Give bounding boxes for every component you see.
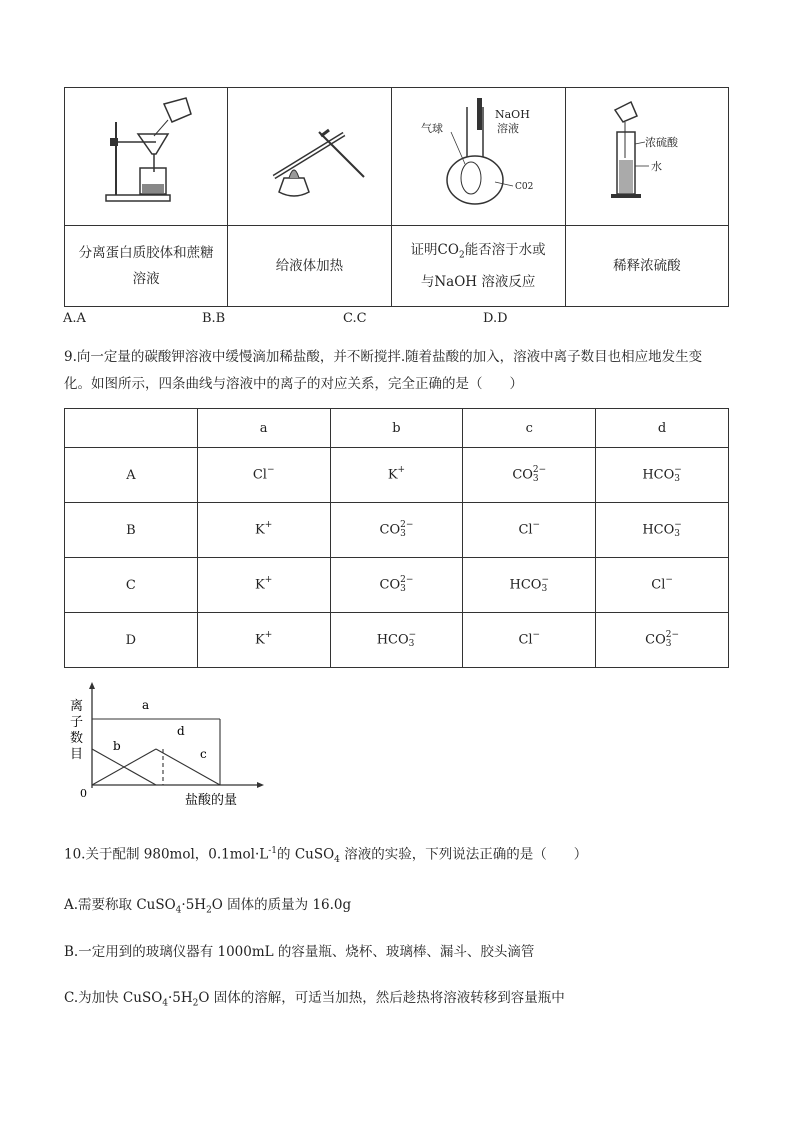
ion-cell bbox=[197, 503, 330, 558]
ion-base: CO bbox=[645, 632, 666, 648]
ion-subscript: 3 bbox=[674, 529, 681, 539]
ion-charge: + bbox=[264, 630, 273, 640]
y-label-4: 目 bbox=[70, 747, 84, 762]
row-label: A bbox=[65, 448, 198, 503]
q9-ion-graph bbox=[62, 680, 267, 810]
origin-label: 0 bbox=[80, 787, 87, 800]
ion-cell bbox=[463, 613, 596, 668]
ion-charge: − bbox=[532, 520, 541, 530]
q9-header-a: a bbox=[197, 409, 330, 448]
ion-charge: + bbox=[264, 575, 273, 585]
ion-subscript: 3 bbox=[408, 639, 415, 649]
y-label-1: 离 bbox=[70, 699, 84, 714]
q9-header-d: d bbox=[596, 409, 729, 448]
ion-charge: − bbox=[408, 630, 417, 640]
ion-subscript: 3 bbox=[665, 639, 672, 649]
co2-label: C02 bbox=[515, 182, 534, 192]
ion-subscript bbox=[533, 530, 541, 539]
ion-cell bbox=[197, 558, 330, 613]
ion-charge: + bbox=[397, 465, 406, 475]
q9-row-d bbox=[65, 613, 729, 668]
ion-charge: + bbox=[264, 520, 273, 530]
row-label: D bbox=[65, 613, 198, 668]
ion-subscript: 3 bbox=[674, 474, 681, 484]
q9-header-b: b bbox=[330, 409, 463, 448]
q9-row-a bbox=[65, 448, 729, 503]
ion-cell bbox=[330, 558, 463, 613]
x-axis-label: 盐酸的量 bbox=[185, 793, 238, 808]
q10-stem: 10.关于配制 980mol，$0.1mol\cdot L^{-1}$的 CuSO$_4$ 溶液的实验，下列说法正确的是（ ） bbox=[64, 846, 588, 866]
naoh-label-2: 溶液 bbox=[497, 122, 520, 135]
curve-label-d: d bbox=[177, 724, 185, 738]
q8-option-a[interactable]: A.A bbox=[63, 311, 86, 326]
q9-stem: 9.向一定量的碳酸钾溶液中缓慢滴加稀盐酸，并不断搅拌.随着盐酸的加入，溶液中离子数目也相应地发生变 化。如图所示，四条曲线与溶液中的离子的对应关系，完全正确的是（ ） bbox=[64, 349, 703, 392]
ion-base: Cl bbox=[651, 577, 666, 593]
curve-label-c: c bbox=[200, 747, 207, 761]
ion-charge: − bbox=[674, 520, 682, 530]
q8-option-c[interactable]: C.C bbox=[343, 311, 367, 326]
ion-cell bbox=[330, 613, 463, 668]
q8-caption-c: 证明$CO_2$能否溶于水或 与NaOH 溶液反应 bbox=[391, 226, 565, 307]
ion-base: K bbox=[255, 632, 265, 648]
ion-charge: 2− bbox=[400, 575, 414, 585]
ion-cell bbox=[596, 503, 729, 558]
q8-caption-d: 稀释浓硫酸 bbox=[565, 226, 728, 307]
ion-base: HCO bbox=[642, 522, 675, 538]
ion-cell bbox=[596, 613, 729, 668]
dilution-cylinder-icon bbox=[587, 92, 707, 217]
ion-cell bbox=[596, 448, 729, 503]
ion-charge: − bbox=[541, 575, 550, 585]
curve-label-b: b bbox=[113, 739, 121, 753]
ion-subscript: 3 bbox=[541, 584, 548, 594]
q8-caption-b: 给液体加热 bbox=[228, 226, 391, 307]
filtration-apparatus-icon bbox=[86, 92, 206, 217]
ion-subscript: 3 bbox=[532, 474, 539, 484]
q8-option-b[interactable]: B.B bbox=[202, 311, 226, 326]
ion-charge: − bbox=[266, 465, 275, 475]
acid-label: 浓硫酸 bbox=[644, 136, 678, 149]
q8-image-a bbox=[65, 88, 228, 226]
ion-subscript bbox=[265, 530, 273, 539]
ion-base: CO bbox=[512, 467, 533, 483]
row-label: C bbox=[65, 558, 198, 613]
q9-header-blank bbox=[65, 409, 198, 448]
q8-caption-a: 分离蛋白质胶体和蔗糖溶液 bbox=[65, 226, 228, 307]
q8-image-d bbox=[565, 88, 728, 226]
ion-base: Cl bbox=[518, 632, 533, 648]
q10-option-a[interactable]: A.需要称取 $CuSO_4\cdot 5H_2O$ 固体的质量为 16.0g bbox=[64, 897, 352, 916]
naoh-label-1: NaOH bbox=[495, 108, 530, 121]
ion-charge: 2− bbox=[400, 520, 414, 530]
ion-base: HCO bbox=[376, 632, 409, 648]
ion-base: K bbox=[255, 577, 265, 593]
ion-cell bbox=[463, 558, 596, 613]
q8-image-c bbox=[391, 88, 565, 226]
ion-base: Cl bbox=[518, 522, 533, 538]
q9-table bbox=[64, 408, 729, 668]
q9-header-row bbox=[65, 409, 729, 448]
ion-subscript: 3 bbox=[400, 584, 406, 594]
ion-base: CO bbox=[379, 577, 401, 593]
y-label-2: 子 bbox=[70, 715, 84, 730]
ion-base: HCO bbox=[642, 467, 675, 483]
balloon-flask-icon bbox=[403, 92, 553, 217]
q9-row-b bbox=[65, 503, 729, 558]
curve-label-a: a bbox=[142, 698, 150, 712]
ion-base: CO bbox=[379, 522, 401, 538]
ion-cell bbox=[330, 503, 463, 558]
ion-base: Cl bbox=[252, 467, 267, 483]
ion-charge: 2− bbox=[665, 630, 680, 640]
row-label: B bbox=[65, 503, 198, 558]
ion-subscript bbox=[267, 475, 275, 484]
q9-header-c: c bbox=[463, 409, 596, 448]
ion-cell bbox=[197, 448, 330, 503]
ion-subscript bbox=[265, 640, 273, 649]
q9-row-c bbox=[65, 558, 729, 613]
ion-base: K bbox=[387, 467, 398, 483]
ion-cell bbox=[463, 503, 596, 558]
ion-subscript bbox=[265, 585, 273, 594]
ion-cell bbox=[463, 448, 596, 503]
q10-option-b[interactable]: B.一定用到的玻璃仪器有 1000mL 的容量瓶、烧杯、玻璃棒、漏斗、胶头滴管 bbox=[64, 944, 535, 960]
ion-charge: − bbox=[674, 465, 682, 475]
ion-charge: − bbox=[665, 575, 673, 585]
ion-cell bbox=[197, 613, 330, 668]
y-axis-arrow bbox=[89, 682, 95, 689]
ion-subscript bbox=[665, 585, 673, 594]
y-label-3: 数 bbox=[70, 731, 84, 746]
q8-table bbox=[64, 87, 729, 307]
ion-base: K bbox=[255, 522, 265, 538]
balloon-label: 气球 bbox=[421, 122, 444, 135]
water-label: 水 bbox=[650, 160, 662, 173]
ion-charge: − bbox=[532, 630, 541, 640]
q8-image-b bbox=[228, 88, 391, 226]
heating-test-tube-icon bbox=[249, 92, 369, 217]
q10-option-c[interactable]: C.为加快 $CuSO_4\cdot 5H_2O$ 固体的溶解，可适当加热，然后趁热将溶液转移到容量瓶中 bbox=[64, 990, 565, 1009]
ion-charge: 2− bbox=[532, 465, 547, 475]
ion-cell bbox=[330, 448, 463, 503]
ion-base: HCO bbox=[509, 577, 542, 593]
ion-subscript: 3 bbox=[400, 529, 406, 539]
x-axis-arrow bbox=[257, 782, 264, 788]
ion-subscript bbox=[533, 640, 541, 649]
curve-c bbox=[156, 749, 220, 785]
ion-cell bbox=[596, 558, 729, 613]
ion-subscript bbox=[398, 475, 406, 484]
q8-option-d[interactable]: D.D bbox=[483, 311, 508, 326]
